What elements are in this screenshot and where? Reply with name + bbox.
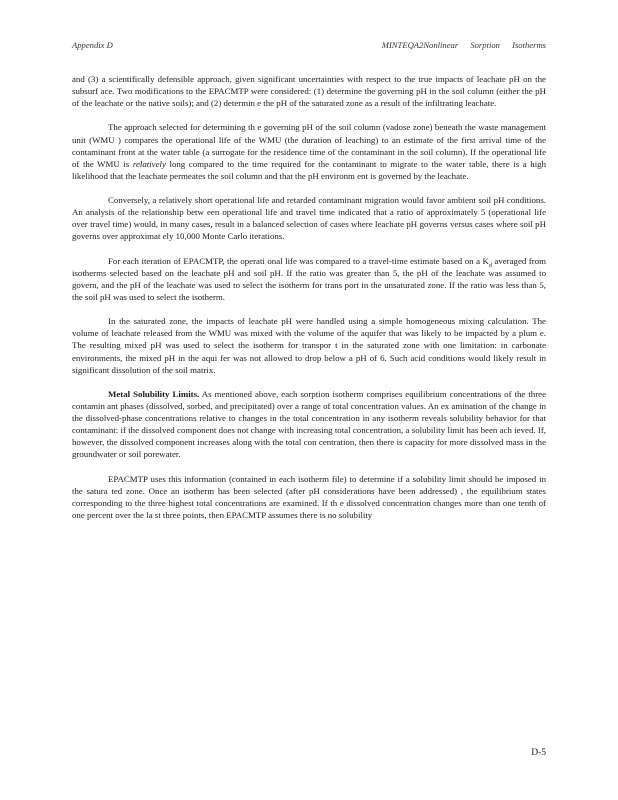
- header-appendix-label: Appendix D: [72, 40, 113, 50]
- paragraph-metal-solubility-text: As mentioned above, each sorption isotherm comprises equilibrium concentrations of the three contamin ant phases (dissolved, sorbed, and precipitated) over a range of total concentration values. An ex amination of the change in the dissolved-phase concentrations relative to changes in the total concentration in any isotherm reveals solubility behavior for that contaminant: if the dissolved component does not change with increasing total concentration, a solubility limit has been ach ieved. If, however, the dissolved component increases along with the total con centration, then there is capacity for more dissolved mass in the groundwater or soil porewater.: [72, 388, 547, 460]
- run-in-heading: Metal Solubility Limits.: [108, 388, 200, 399]
- header-title: [372, 40, 546, 50]
- paragraph-approach-text-1: The approach selected for determining th e governing pH of the soil column (vadose zone) beneath the waste management unit (WMU ) compares the operational life of the WMU (the duration of leaching) to an estimate of the first arrival time of the contaminant front at the water table (a surrogate for the residence time of the contaminant in the soil column). If the operational life of the WMU is: [72, 122, 546, 169]
- header-title-part-1: MINTEQA2Nonlinear: [381, 40, 459, 50]
- running-header: [72, 40, 546, 52]
- paragraph-approach: [72, 121, 546, 181]
- paragraph-iteration-text-2: averaged from isotherms selected based on the leachate pH and soil pH. If the ratio was greater than 5, the pH of the leachate was assumed to govern, and the pH of the leachate was used to select the isotherm for trans port in the unsaturated zone. If the ratio was less than 5, the soil pH was used to select the isotherm.: [72, 255, 546, 302]
- paragraph-continuation: and (3) a scientifically defensible approach, given significant uncertainties with respect to the true impacts of leachate pH on the subsurf ace. Two modifications to the EPACMTP were considered: (1) determine the governing pH in the soil column (either the pH of the leachate or the native soils); and (2) determin e the pH of the saturated zone as a result of the infiltrating leachate.: [72, 74, 546, 109]
- paragraph-epacmtp: EPACMTP uses this information (contained in each isotherm file) to determine if a solubility limit should be imposed in the satura ted zone. Once an isotherm has been selected (after pH considerations have been addressed) , the equilibrium states corresponding to the three highest total concentrations are examined. If th e dissolved concentration changes more than one tenth of one percent over the la st three points, then EPACMTP assumes there is no solubility: [72, 473, 546, 520]
- paragraph-saturated-zone: In the saturated zone, the impacts of leachate pH were handled using a simple homogeneous mixing calculation. The volume of leachate released from the WMU was mixed with the volume of the aquifer that was likely to be impacted by a plum e. The resulting mixed pH was used to select the isotherm for transpor t in the saturated zone with one limitation: in carbonate environments, the mixed pH in the aqui fer was not allowed to drop below a pH of 6. Such acid conditions would likely result in significant dissolution of the soil matrix.: [72, 316, 546, 375]
- header-title-part-2: Sorption: [470, 40, 500, 50]
- paragraph-iteration-text-1: For each iteration of EPACMTP, the operati onal life was compared to a travel-time estimate based on a K: [108, 255, 489, 266]
- header-title-part-3: Isotherms: [512, 40, 546, 50]
- page-number: D-5: [531, 748, 546, 758]
- paragraph-conversely: Conversely, a relatively short operational life and retarded contaminant migration would favor ambient soil pH conditions. An analysis of the relationship betw een operational life and travel time indicated that a ratio of approximately 5 (operational life over travel time) would, in many cases, result in a balanced selection of cases where leachate pH governs versus cases where soil pH governs over approximat ely 10,000 Monte Carlo iterations.: [72, 195, 546, 242]
- paragraph-metal-solubility: [72, 388, 546, 461]
- paragraph-approach-text-2: long compared to the time required for the contaminant to migrate to the water table, there is a high likelihood that the leachate permeates the soil column and that the pH environm ent is governed by the leachate.: [72, 158, 546, 181]
- body-text: [72, 73, 546, 533]
- paragraph-iteration: [72, 255, 546, 303]
- paragraph-approach-emphasis: relatively: [132, 158, 166, 169]
- kd-subscript: d: [488, 262, 492, 269]
